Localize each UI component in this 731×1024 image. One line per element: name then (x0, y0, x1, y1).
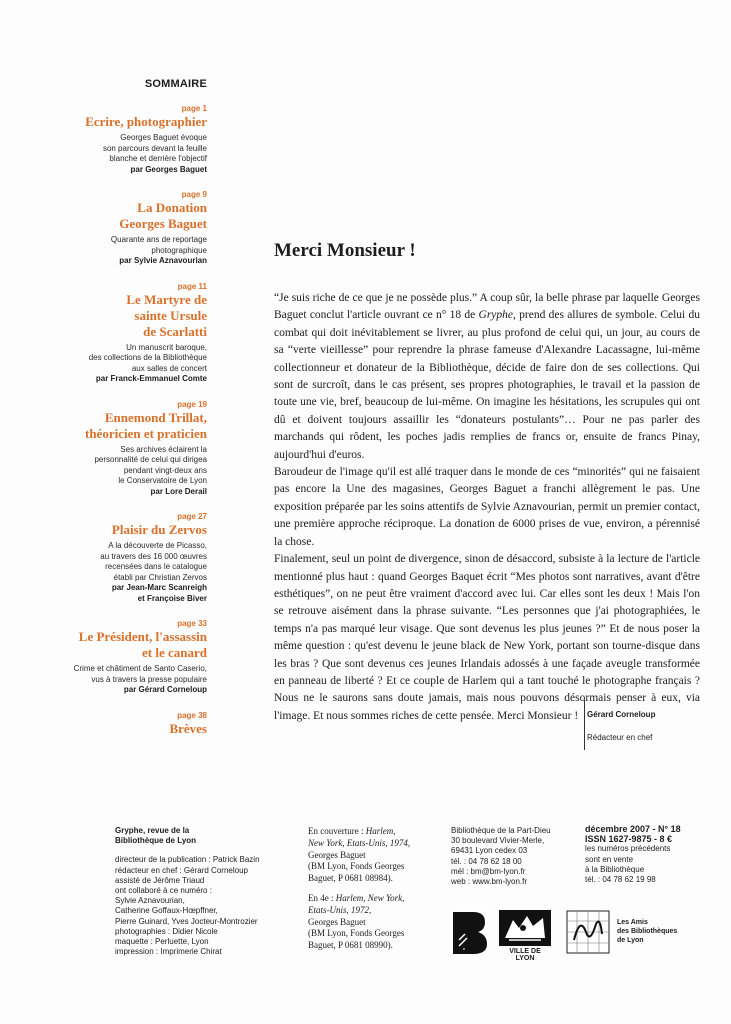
ville-de-lyon-logo (499, 910, 551, 962)
signature-name: Gérard Corneloup (587, 710, 656, 719)
colophon (115, 826, 285, 957)
colophon-line: assisté de Jérôme Triaud (115, 875, 205, 885)
amis-bibliotheques-logo (566, 910, 610, 954)
colophon-line: Sylvie Aznavourian, (115, 896, 185, 906)
toc-title: La Donation Georges Baguet (119, 200, 207, 231)
library-contact (451, 826, 551, 887)
toc-entry[interactable] (60, 711, 207, 737)
toc-entry[interactable] (60, 512, 207, 604)
toc-entry[interactable] (60, 400, 207, 498)
toc-page: page 1 (181, 104, 207, 113)
article-paragraph: Baroudeur de l'image qu'il est allé traquer dans le monde de ces “minorités” qui ne faisaient pas encore la Une des magasines, Georges Baguet a franchi allègrement le pas. Une exposition préparée par les soins attentifs de Sylvie Aznavourian, permit un premier contact, une première approche réciproque. La donation de 6000 prises de vue, environ, a pérennisé la chose. (274, 466, 700, 548)
table-of-contents (60, 78, 207, 752)
issue-line: à la Bibliothèque (585, 864, 645, 874)
contact-line: 30 boulevard Vivier-Merle, (451, 836, 545, 846)
issue-info (585, 824, 681, 885)
colophon-line: rédacteur en chef : Gérard Corneloup (115, 865, 248, 875)
toc-page: page 38 (177, 710, 207, 720)
toc-page: page 11 (177, 281, 207, 291)
magazine-name: Gryphe (478, 309, 514, 322)
colophon-line: Pierre Guinard, Yves Jocteur-Montrozier (115, 916, 258, 926)
logo-letter: B (463, 947, 466, 951)
contact-web[interactable]: web : www.bm-lyon.fr (451, 877, 528, 887)
toc-page: page 19 (177, 399, 207, 409)
colophon-heading: Gryphe, revue de la Bibliothèque de Lyon (115, 826, 197, 846)
issue-issn: ISSN 1627-9875 - 8 € (585, 834, 673, 845)
contact-line: 69431 Lyon cedex 03 (451, 846, 528, 856)
issue-line: sont en vente (585, 854, 634, 864)
toc-title: Ecrire, photographier (85, 114, 207, 129)
credit-title: Harlem, New York, Etats-Unis, 1974, (308, 826, 411, 848)
issue-date: décembre 2007 - N° 18 (585, 824, 681, 834)
colophon-line: Catherine Goffaux-Hœpffner, (115, 906, 218, 916)
toc-title: Brèves (169, 720, 207, 736)
toc-title: Plaisir du Zervos (111, 522, 207, 537)
toc-entry[interactable] (60, 190, 207, 267)
toc-page: page 33 (177, 619, 207, 628)
article-paragraph (274, 290, 700, 464)
toc-description: Un manuscrit baroque, des collections de la Bibliothèque aux salles de concert (88, 342, 207, 373)
cover-credits (308, 826, 428, 960)
toc-page: page 9 (181, 190, 207, 199)
toc-author: par Lore Derail (150, 486, 207, 496)
logos (451, 910, 711, 960)
colophon-lines (115, 855, 285, 957)
bibliotheque-b-logo (451, 910, 489, 956)
toc-entry[interactable] (60, 104, 207, 175)
colophon-line: ont collaboré à ce numéro : (115, 886, 212, 896)
back-cover-credit (308, 893, 428, 952)
toc-entry[interactable] (60, 619, 207, 696)
toc-title: Ennemond Trillat, théoricien et praticien (84, 409, 207, 441)
toc-title: Le Martyre de sainte Ursule de Scarlatti (126, 291, 207, 339)
credit-label: En 4e : (308, 892, 336, 903)
toc-description: Georges Baguet évoque son parcours devant la feuille blanche et derrière l'objectif (102, 133, 207, 163)
signature-block (584, 700, 655, 750)
contact-email[interactable]: mél : bm@bm-lyon.fr (451, 866, 526, 876)
credit-rest: Georges Baguet (BM Lyon, Fonds Georges Baguet, P 0681 08990). (308, 916, 405, 951)
toc-author: par Franck-Emmanuel Comte (95, 374, 207, 383)
colophon-line: directeur de la publication : Patrick Bazin (115, 855, 260, 865)
toc-author: par Georges Baguet (130, 164, 207, 174)
contact-phone: tél. : 04 78 62 18 00 (451, 856, 522, 866)
article-title: Merci Monsieur ! (274, 240, 416, 261)
toc-page: page 27 (177, 512, 207, 521)
front-cover-credit (308, 826, 428, 885)
signature-role: Rédacteur en chef (587, 733, 653, 742)
toc-description: A la découverte de Picasso, au travers des 16 000 œuvres recensées dans le catalogue établi par Christian Zervos (100, 541, 207, 582)
paragraph-text: “Je suis riche de ce que je ne possède plus.” A coup sûr, la belle phrase par laquelle Georges Baguet conclut l'article ouvrant ce n° 18 de (274, 292, 700, 322)
credit-rest: Georges Baguet (BM Lyon, Fonds Georges Baguet, P 0681 08984). (308, 849, 405, 884)
toc-author: par Jean-Marc Scanreigh et Françoise Biver (111, 583, 207, 603)
toc-author: par Sylvie Aznavourian (119, 256, 207, 265)
issue-line: tél. : 04 78 62 19 98 (585, 875, 656, 885)
city-caption: VILLE DE LYON (509, 948, 541, 962)
article-paragraph: Finalement, seul un point de divergence, sinon de désaccord, subsiste à la lecture de l'article mentionné plus haut : quand Georges Baquet écrit “Mes photos sont narratives, avant d'être esthétiques”, on ne peut être vraiment d'accord avec lui. Car elles sont les deux ! Mais l'on se retrouve aisément dans la phrase suivante. “Les personnes que j'ai photographiées, le temps n'a pas marqué leur visage. Que sont devenus les plus jeunes ?” Et de nous poser la même question : qu'est devenu le jeune black de New York, portant son tourne-disque dans les bras ? Que sont devenus ces jeunes Irlandais adossés à une façade aveugle transformée en panneau de liberté ? Et ce couple de Harlem qui a tant touché le photographe français ? Nous ne le saurons sans doute jamais, mais nous pouvons désormais penser à eux, via l'image. Et nous sommes riches de cette pensée. Merci Monsieur ! (274, 553, 700, 722)
toc-title: Le Président, l'assassin et le canard (78, 629, 207, 660)
toc-author: par Gérard Corneloup (123, 685, 207, 694)
paragraph-text: , prend des allures de symbole. Celui du combat qui doit inévitablement se livrer, au plus profond de celui qui, un jour, au cours de sa “verte vieillesse” pour reprendre la phrase fameuse d'Alexandre Lacassagne, lui-même collectionneur et donateur de la Bibliothèque, décide de faire don de ses collections. Qui sont de surcroît, dans le cas présent, ses propres photographies, le travail et la passion de toute une vie, bref, beaucoup de lui-même. On imagine les hésitations, les scrupules qui ont dû et doivent toujours assaillir les “donateurs postulants”… Pour ne pas parler des marchands qui rôdent, les poches jadis remplies de francs or, ensuite de francs Pinay, aujourd'hui d'euros. (274, 309, 700, 461)
sommaire-heading: SOMMAIRE (144, 78, 207, 90)
toc-entry[interactable] (60, 282, 207, 385)
colophon-line: impression : Imprimerie Chirat (115, 947, 222, 957)
toc-description: Quarante ans de reportage photographique (110, 235, 207, 255)
amis-text: Les Amis des Bibliothèques de Lyon (617, 919, 678, 944)
credit-title: Harlem, New York, Etats-Unis, 1972, (308, 892, 405, 915)
colophon-line: photographies : Didier Nicole (115, 926, 218, 936)
toc-description: Ses archives éclairent la personnalité de celui qui dirigea pendant vingt-deux ans le Conservatoire de Lyon (94, 444, 207, 485)
issue-line: les numéros précédents (585, 844, 671, 854)
lion-emblem-icon (499, 910, 551, 946)
toc-description: Crime et châtiment de Santo Caserio, vus à travers la presse populaire (73, 664, 207, 684)
colophon-line: maquette : Perluette, Lyon (115, 937, 209, 947)
article-body (274, 290, 700, 725)
credit-label: En couverture : (308, 826, 366, 836)
contact-line: Bibliothèque de la Part-Dieu (451, 826, 551, 835)
